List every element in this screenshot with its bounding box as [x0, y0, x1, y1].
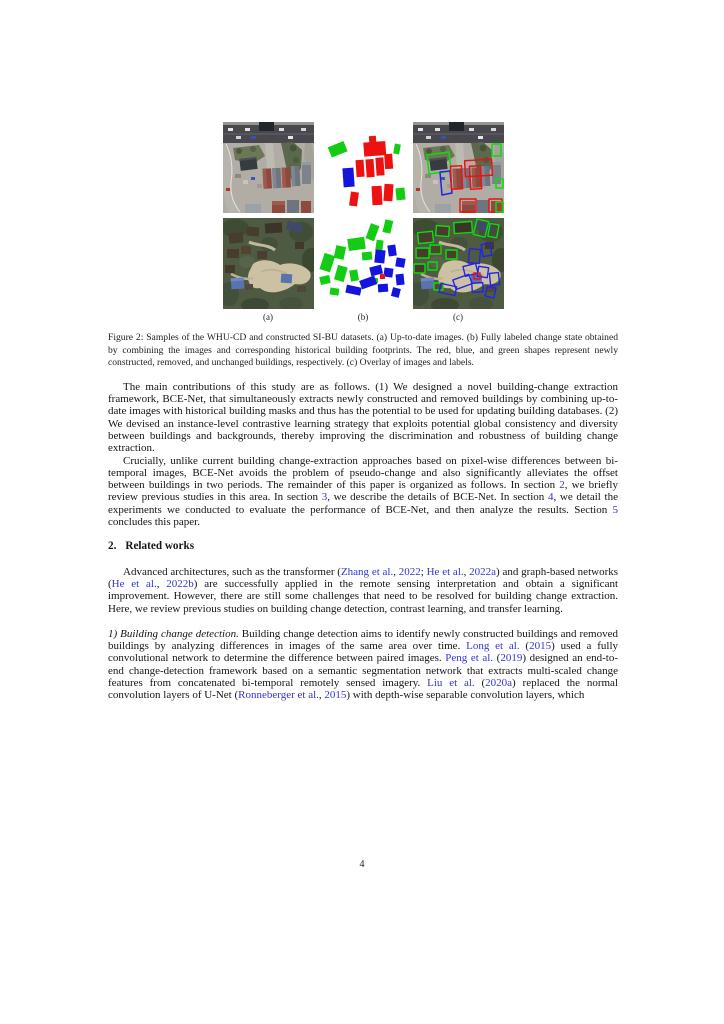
citation-link[interactable]: 2015 — [324, 689, 347, 702]
citation-link[interactable]: Long et al. — [466, 640, 520, 653]
text-segment: Crucially, unlike current building change-extraction approaches based on pixel-wise differences between bi-temporal images, BCE-Net avoids the problem of pseudo-change and also significantly alleviates the offset between buildings in two periods. The remainder of this paper is organized as follows. In section — [108, 454, 618, 492]
citation-link[interactable]: Zhang et al. — [340, 565, 394, 578]
overlay-image-urban — [413, 122, 504, 213]
citation-link[interactable]: 2022b — [166, 577, 194, 590]
text-segment: ) designed an end-to-end change-detection framework based on a semantic segmentation network that extracts multi-scaled change features from concatenated bi-temporal remotely sensed imagery. — [108, 652, 618, 690]
section-title: Related works — [125, 540, 195, 553]
citation-link[interactable]: 2 — [559, 479, 565, 492]
text-segment: ) are successfully applied in the remote sensing interpretation and obtain a significant improvement. However, there are still some challenges that need to be resolved for building change extraction. Here, we review previous studies on building change detection, contrast learning, and transfer learning. — [108, 577, 619, 615]
panel-label-b: (b) — [357, 312, 369, 322]
citation-link[interactable]: 5 — [612, 503, 618, 516]
text-segment: , we briefly review previous studies in this area. In section — [108, 479, 618, 504]
figure-2 — [223, 122, 504, 309]
text-segment: , — [318, 689, 325, 702]
citation-link[interactable]: He et al. — [426, 565, 464, 578]
citation-link[interactable]: 2022a — [469, 565, 497, 578]
text-segment: , — [156, 577, 167, 590]
aerial-image-rural — [223, 218, 314, 309]
section-number: 2. — [108, 540, 117, 553]
aerial-image-urban — [223, 122, 314, 213]
citation-link[interactable]: He et al. — [111, 577, 157, 590]
text-segment: ( — [474, 677, 486, 690]
page-number: 4 — [359, 859, 365, 870]
text-segment: , we detail the experiments we conducted to evaluate the performance of BCE-Net, and then analyze the results. Section — [108, 491, 618, 516]
change-label-map-rural — [318, 218, 409, 309]
text-segment: , — [393, 565, 399, 578]
figure-panel-labels — [223, 312, 504, 323]
citation-link[interactable]: 3 — [321, 491, 328, 504]
citation-link[interactable]: 2015 — [529, 640, 552, 653]
panel-label-a: (a) — [263, 312, 273, 322]
citation-link[interactable]: Liu et al. — [427, 677, 475, 690]
figure-caption: Figure 2: Samples of the WHU-CD and constructed SI-BU datasets. (a) Up-to-date images. (b) Fully labeled change state obtained by combining the images and corresponding historical building footprints. The red, blue, and green shapes represent newly constructed, removed, and unchanged buildings, respectively. (c) Overlay of images and labels. — [108, 332, 618, 369]
text-segment: ) used a fully convolutional network to determine the difference between paired images. — [108, 640, 618, 665]
text-column — [108, 0, 618, 702]
text-segment: Building change detection aims to identify newly constructed buildings and removed buildings by analyzing differences in images of the same area over time. — [108, 627, 618, 653]
text-segment: ( — [493, 652, 501, 665]
text-segment: concludes this paper. — [108, 516, 200, 529]
section-heading-related-works — [108, 540, 618, 552]
text-segment: , we describe the details of BCE-Net. In section — [327, 491, 548, 504]
citation-link[interactable]: 2020a — [485, 677, 513, 690]
paragraph-building-change-detection — [108, 628, 618, 702]
citation-link[interactable]: 2019 — [500, 652, 523, 665]
text-segment: ( — [519, 640, 530, 653]
change-label-map-urban — [318, 122, 409, 213]
text-segment: ) with depth-wise separable convolution layers, which — [346, 689, 585, 702]
paragraph-outline — [108, 455, 618, 529]
paragraph-advanced-architectures — [108, 566, 618, 615]
citation-link[interactable]: 2022 — [398, 565, 421, 578]
citation-link[interactable]: Ronneberger et al. — [238, 689, 319, 702]
text-segment: The main contributions of this study are as follows. (1) We designed a novel building-change extraction framework, BCE-Net, that simultaneously extracts newly constructed and removed buildings by combining up-to-date images with historical building masks and thus has the potential to be used for updating building databases. (2) We devised an instance-level contrastive learning strategy that exploits potential global consistency and diversity between buildings and backgrounds, thereby improving the discrimination and robustness of building change extraction. — [108, 380, 618, 455]
text-segment: ; — [420, 565, 427, 578]
citation-link[interactable]: 4 — [547, 491, 554, 504]
panel-label-c: (c) — [453, 312, 463, 322]
body-text — [108, 381, 618, 702]
text-segment: 1) Building change detection. — [108, 627, 239, 640]
text-segment: ) and graph-based networks ( — [108, 565, 619, 590]
paragraph-contributions — [108, 381, 618, 455]
text-segment: Advanced architectures, such as the transformer ( — [123, 565, 341, 578]
overlay-image-rural — [413, 218, 504, 309]
citation-link[interactable]: Peng et al. — [445, 652, 494, 665]
text-segment: , — [463, 565, 470, 578]
text-segment: ) replaced the normal convolution layers of U-Net ( — [108, 677, 618, 702]
